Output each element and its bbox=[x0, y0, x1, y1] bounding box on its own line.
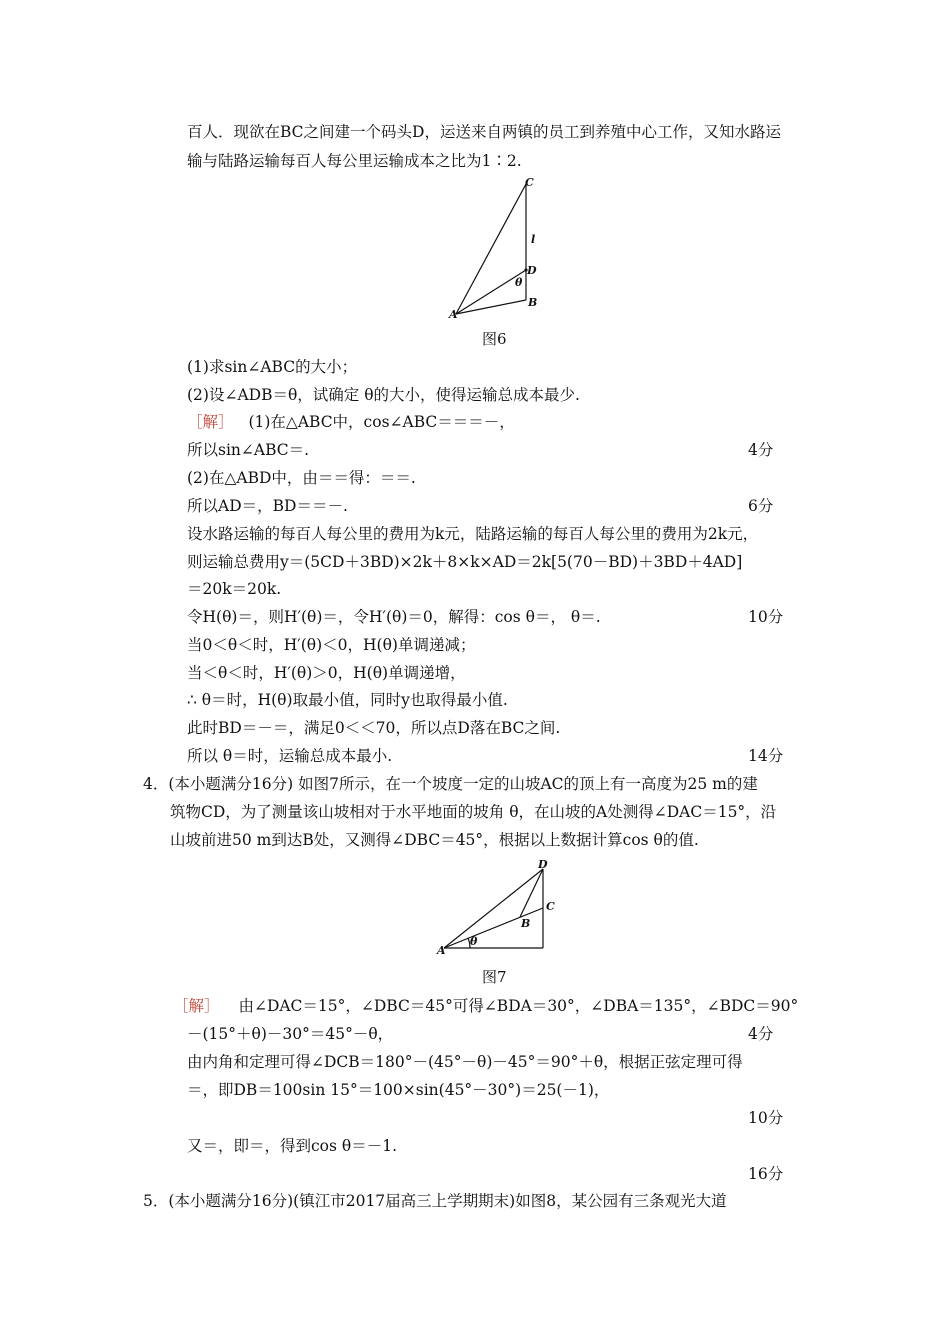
fig7-label-c: C bbox=[546, 900, 555, 913]
q3-solution-line-1: ［解］ (1)在△ABC中，cos∠ABC＝＝＝－， bbox=[187, 413, 515, 431]
q3-solution-line-9: 当0＜θ＜时，H′(θ)＜0，H(θ)单调递减； bbox=[187, 636, 476, 654]
solution-tag: ［解］ bbox=[187, 413, 234, 431]
q4-text-line-3: 山坡前进50 m到达B处，又测得∠DBC＝45°，根据以上数据计算cos θ的值. bbox=[170, 831, 699, 849]
solution-tag: ［解］ bbox=[173, 997, 220, 1015]
score-10: 10分 bbox=[748, 608, 784, 626]
line-AD bbox=[444, 869, 543, 948]
fig6-label-c: C bbox=[525, 176, 534, 189]
q4-solution-line-2: －(15°＋θ)－30°＝45°－θ， bbox=[187, 1025, 394, 1043]
fig7-caption: 图7 bbox=[482, 968, 507, 986]
q3-part-1: (1)求sin∠ABC的大小； bbox=[187, 358, 358, 376]
q3-solution-line-12: 此时BD＝－＝，满足0＜＜70，所以点D落在BC之间. bbox=[187, 719, 561, 737]
fig6-label-b: B bbox=[528, 296, 538, 309]
score-16: 16分 bbox=[748, 1165, 784, 1183]
q3-part-2: (2)设∠ADB＝θ，试确定 θ的大小，使得运输总成本最少. bbox=[187, 386, 580, 404]
q3-solution-line-8: 令H(θ)＝，则H′(θ)＝，令H′(θ)＝0，解得：cos θ＝， θ＝. bbox=[187, 608, 601, 626]
fig6-label-a: A bbox=[449, 308, 458, 321]
fig7-label-theta: θ bbox=[470, 935, 478, 948]
score-14: 14分 bbox=[748, 747, 784, 765]
q5-text-line-1: 5．(本小题满分16分)(镇江市2017届高三上学期期末)如图8，某公园有三条观光大道 bbox=[143, 1192, 727, 1210]
fig7-label-b: B bbox=[521, 917, 531, 930]
q3-solution-line-13: 所以 θ＝时，运输总成本最小. bbox=[187, 747, 393, 765]
q3-solution-line-4: 所以AD＝，BD＝＝－. bbox=[187, 497, 348, 515]
q3-solution-line-10: 当＜θ＜时，H′(θ)＞0，H(θ)单调递增， bbox=[187, 664, 466, 682]
score-6: 6分 bbox=[748, 497, 774, 515]
score-4: 4分 bbox=[748, 1025, 774, 1043]
fig6-label-theta: θ bbox=[515, 276, 523, 289]
q3-solution-line-3: (2)在△ABD中，由＝＝得：＝＝. bbox=[187, 469, 416, 487]
score-10: 10分 bbox=[748, 1109, 784, 1127]
q3-solution-line-11: ∴ θ＝时，H(θ)取最小值，同时y也取得最小值. bbox=[187, 691, 508, 709]
q3-text-line-2: 输与陆路运输每百人每公里运输成本之比为1∶2. bbox=[187, 152, 522, 170]
fig7-label-a: A bbox=[437, 944, 446, 957]
fig6-label-l: l bbox=[531, 233, 536, 246]
q4-solution-line-4: ＝，即DB＝100sin 15°＝100×sin(45°－30°)＝25(－1)， bbox=[187, 1081, 610, 1099]
q4-solution-line-5: 又＝，即＝，得到cos θ＝－1. bbox=[187, 1137, 398, 1155]
fig6-label-d: D bbox=[527, 264, 537, 277]
q3-text-line-1: 百人．现欲在BC之间建一个码头D，运送来自两镇的员工到养殖中心工作，又知水路运 bbox=[187, 123, 781, 141]
score-4: 4分 bbox=[748, 441, 774, 459]
q3-solution-line-2: 所以sin∠ABC＝. bbox=[187, 441, 310, 459]
q4-text-line-2: 筑物CD，为了测量该山坡相对于水平地面的坡角 θ，在山坡的A处测得∠DAC＝15°，沿 bbox=[170, 803, 777, 821]
q4-solution-line-3: 由内角和定理可得∠DCB＝180°－(45°－θ)－45°＝90°＋θ，根据正弦定理可得 bbox=[187, 1053, 743, 1071]
q3-solution-line-7: ＝20k＝20k. bbox=[187, 580, 282, 598]
q3-solution-line-6: 则运输总费用y＝(5CD＋3BD)×2k＋8×k×AD＝2k[5(70－BD)＋3BD＋4AD] bbox=[187, 553, 743, 571]
line-AC bbox=[456, 184, 526, 314]
q3-solution-line-5: 设水路运输的每百人每公里的费用为k元，陆路运输的每百人每公里的费用为2k元， bbox=[187, 525, 759, 543]
q4-solution-line-1: ［解］ 由∠DAC＝15°，∠DBC＝45°可得∠BDA＝30°，∠DBA＝135°，∠BDC＝90° bbox=[173, 997, 799, 1015]
fig7-label-d: D bbox=[538, 858, 548, 871]
q4-text-line-1: 4．(本小题满分16分) 如图7所示，在一个坡度一定的山坡AC的顶上有一高度为25 m的建 bbox=[143, 775, 758, 793]
fig6-caption: 图6 bbox=[482, 330, 507, 348]
